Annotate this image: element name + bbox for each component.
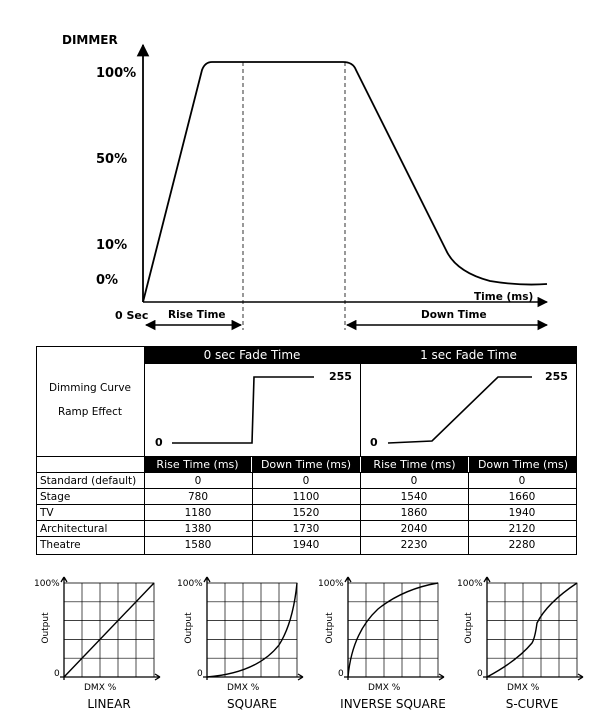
- y-tick-50: 50%: [96, 152, 128, 167]
- ramp-step-line: [172, 377, 314, 443]
- curve-graph: [199, 575, 309, 689]
- rise-time-label: Rise Time: [168, 309, 226, 321]
- dimmer-title: DIMMER: [62, 33, 118, 47]
- cell-value: 1100: [292, 490, 320, 503]
- cell-value: 0: [518, 474, 526, 487]
- curve-line-linear: [64, 583, 154, 677]
- curve-x-axis-label: DMX %: [84, 683, 117, 693]
- row-name: Theatre: [40, 539, 81, 551]
- divider-h-graphics: [36, 456, 577, 457]
- curve-y-axis-label: Output: [325, 612, 335, 644]
- y-tick-0: 0%: [96, 273, 119, 288]
- divider-v-label: [144, 346, 145, 456]
- row-label-dimming-curve: Dimming Curve: [48, 382, 131, 394]
- cell-value: 1180: [184, 506, 212, 519]
- row-name: Standard (default): [40, 474, 137, 487]
- fade1-header: 1 sec Fade Time: [360, 346, 577, 364]
- cell-value: 0: [410, 474, 418, 487]
- cell-value: 1940: [508, 506, 536, 519]
- curve-name: SQUARE: [227, 697, 277, 711]
- cell-value: 2120: [508, 522, 536, 535]
- cell-value: 2280: [508, 539, 536, 551]
- cell-value: 1540: [400, 490, 428, 503]
- ramp0-high-label: 255: [329, 370, 352, 383]
- curve-x-axis-label: DMX %: [227, 683, 260, 693]
- curve-y-axis-label: Output: [184, 612, 194, 644]
- cell-value: 1520: [292, 506, 320, 519]
- row-name: Stage: [40, 490, 71, 503]
- curve-line-s-curve: [487, 583, 577, 677]
- curve-y-top-label: 100%: [318, 579, 344, 589]
- cell-value: 1860: [400, 506, 428, 519]
- ramp1-low-label: 0: [370, 436, 378, 449]
- ramp1-high-label: 255: [545, 370, 568, 383]
- curve-y-axis-label: Output: [464, 612, 474, 644]
- curve-grid-border: [487, 583, 577, 677]
- curve-y-top-label: 100%: [177, 579, 203, 589]
- divider-v-mid: [360, 364, 361, 456]
- cell-value: 1380: [184, 522, 212, 535]
- col-header-down-1: Down Time (ms): [469, 456, 577, 472]
- curve-axes: [203, 577, 303, 680]
- row-name: TV: [40, 506, 54, 519]
- cell-value: 2230: [400, 539, 428, 551]
- curve-y-zero-label: 0: [197, 669, 203, 679]
- curve-line-square: [207, 583, 297, 677]
- curve-y-zero-label: 0: [338, 669, 344, 679]
- col-header-rise-1: Rise Time (ms): [361, 456, 468, 472]
- cell-value: 1580: [184, 539, 212, 551]
- curve-line-inverse-square: [348, 583, 438, 677]
- curve-graph: [340, 575, 450, 689]
- curve-x-axis-label: DMX %: [507, 683, 540, 693]
- cell-value: 1660: [508, 490, 536, 503]
- ramp0-low-label: 0: [155, 436, 163, 449]
- down-time-label: Down Time: [421, 309, 487, 321]
- col-header-rise-0: Rise Time (ms): [144, 456, 251, 472]
- curve-y-axis-label: Output: [41, 612, 51, 644]
- fade0-header: 0 sec Fade Time: [144, 346, 360, 364]
- curve-y-zero-label: 0: [477, 669, 483, 679]
- curve-graph: [56, 575, 166, 689]
- curve-name: S-CURVE: [505, 697, 559, 711]
- cell-value: 0: [302, 474, 310, 487]
- row-name: Architectural: [40, 522, 108, 535]
- row-label-ramp-effect: Ramp Effect: [58, 406, 122, 418]
- curve-y-top-label: 100%: [34, 579, 60, 589]
- ramp-table: [36, 346, 577, 555]
- curve-axes: [344, 577, 444, 680]
- curve-name: LINEAR: [87, 697, 131, 711]
- cell-value: 1730: [292, 522, 320, 535]
- cell-value: 0: [194, 474, 202, 487]
- curve-grid-border: [207, 583, 297, 677]
- curve-y-zero-label: 0: [54, 669, 60, 679]
- origin-label: 0 Sec: [115, 309, 149, 322]
- cell-value: 780: [187, 490, 209, 503]
- col-header-down-0: Down Time (ms): [252, 456, 360, 472]
- curve-axes: [483, 577, 583, 680]
- curve-graph: [479, 575, 589, 689]
- curve-name: INVERSE SQUARE: [340, 697, 446, 711]
- cell-value: 1940: [292, 539, 320, 551]
- y-tick-100: 100%: [96, 66, 137, 81]
- time-axis-label: Time (ms): [474, 291, 534, 303]
- y-tick-10: 10%: [96, 238, 128, 253]
- curve-x-axis-label: DMX %: [368, 683, 401, 693]
- dimmer-chart-graphic: [0, 0, 612, 340]
- ramp-slope-line: [388, 377, 532, 443]
- cell-value: 2040: [400, 522, 428, 535]
- curve-y-top-label: 100%: [457, 579, 483, 589]
